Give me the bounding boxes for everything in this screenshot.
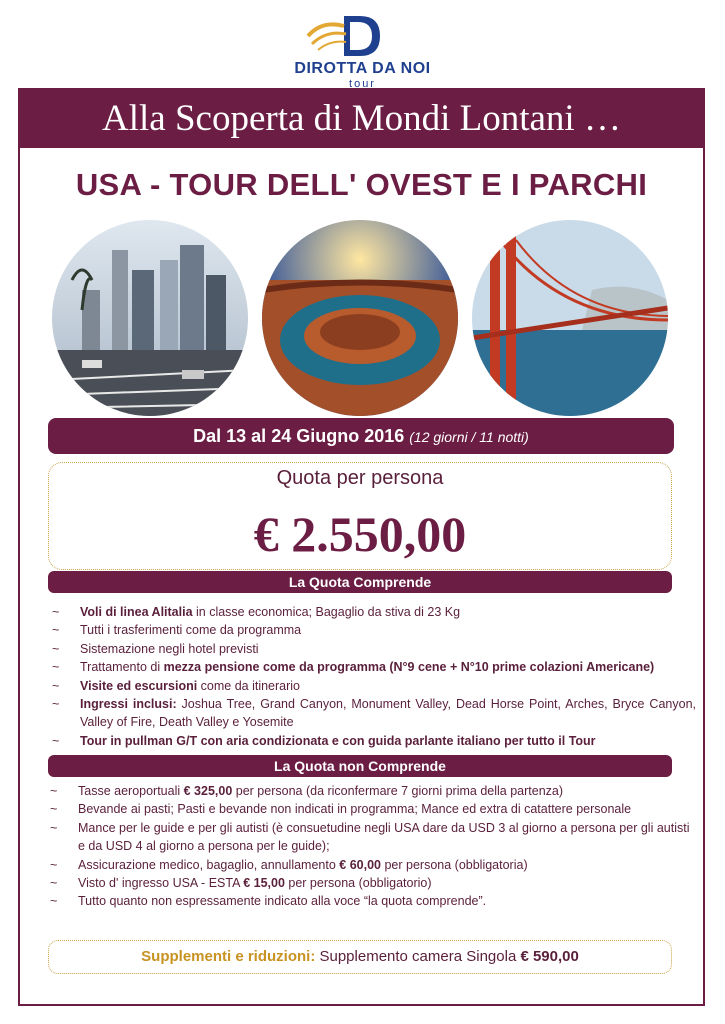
item-bold: Voli di linea Alitalia (80, 605, 193, 619)
item-text: Sistemazione negli hotel previsti (80, 641, 259, 656)
supplements-text: Supplemento camera Singola (315, 948, 521, 965)
item-text: in classe economica; Bagaglio da stiva di 23 Kg (192, 605, 461, 619)
date-range: Dal 13 al 24 Giugno 2016 (193, 426, 410, 446)
list-item (50, 856, 694, 874)
tilde-bullet-icon: ~ (52, 641, 60, 656)
item-text: Assicurazione medico, bagaglio, annullamento (78, 857, 340, 872)
excluded-heading: La Quota non Comprende (48, 755, 672, 777)
tilde-bullet-icon: ~ (52, 623, 60, 638)
company-logo (300, 14, 382, 58)
tilde-bullet-icon: ~ (52, 697, 60, 712)
excluded-list (50, 782, 694, 911)
list-item (52, 621, 696, 639)
item-bold: mezza pensione come da programma (N°9 cene + N°10 prime colazioni Americane) (163, 660, 655, 675)
item-bold: Visite ed escursioni (80, 678, 198, 693)
list-item (52, 640, 696, 658)
item-text: per persona (obbligatoria) (381, 857, 528, 872)
tilde-bullet-icon: ~ (50, 820, 58, 835)
header-banner: Alla Scoperta di Mondi Lontani … (20, 90, 703, 148)
list-item (50, 800, 694, 818)
item-text: Mance per le guide e per gli autisti (è consuetudine negli USA dare da USD 3 al giorno a persona per gli autisti e da USD 4 al giorno a persona per le guide); (78, 820, 690, 854)
item-text: Bevande ai pasti; Pasti e bevande non indicati in programma; Mance ed extra di catattere personale (78, 802, 632, 817)
tilde-bullet-icon: ~ (52, 605, 60, 619)
list-item (52, 677, 696, 695)
tilde-bullet-icon: ~ (52, 678, 60, 693)
list-item (50, 874, 694, 892)
price-value: € 2.550,00 (253, 506, 467, 562)
price-label: Quota per persona (276, 467, 444, 489)
item-bold: Ingressi inclusi: (80, 697, 177, 712)
logo-subtitle: tour (349, 78, 376, 90)
item-bold: € 60,00 (339, 857, 381, 872)
tilde-bullet-icon: ~ (50, 876, 58, 891)
golden-gate-bridge-photo (472, 220, 668, 416)
supplements-label: Supplementi e riduzioni: (141, 948, 316, 965)
tilde-bullet-icon: ~ (50, 784, 58, 798)
tilde-bullet-icon: ~ (50, 857, 58, 872)
list-item (50, 892, 694, 910)
item-text: Tasse aeroportuali (78, 784, 184, 798)
list-item (50, 782, 694, 800)
item-bold: € 15,00 (243, 876, 285, 891)
item-text: Tutto quanto non espressamente indicato alla voce “la quota comprende”. (78, 894, 487, 909)
list-item (50, 819, 694, 856)
city-skyline-photo (52, 220, 248, 416)
tour-title: USA - TOUR DELL' OVEST E I PARCHI (75, 167, 648, 202)
list-item (52, 695, 696, 732)
item-text: Trattamento di (80, 660, 164, 675)
item-bold: Tour in pullman G/T con aria condizionata e con guida parlante italiano per tutto il Tour (80, 733, 596, 748)
supplements-amount: € 590,00 (520, 948, 579, 965)
tilde-bullet-icon: ~ (50, 894, 58, 909)
item-text: Visto d' ingresso USA - ESTA (78, 876, 244, 891)
item-text: Joshua Tree, Grand Canyon, Monument Valley, Dead Horse Point, Arches, Bryce Canyon, Valley of Fire, Death Valley e Yosemite (80, 697, 696, 730)
item-text: Tutti i trasferimenti come da programma (80, 623, 302, 638)
list-item (52, 603, 696, 621)
tilde-bullet-icon: ~ (52, 660, 60, 675)
item-text: per persona (obbligatorio) (284, 876, 432, 891)
tilde-bullet-icon: ~ (50, 802, 58, 817)
supplements-line (48, 940, 672, 974)
included-heading: La Quota Comprende (48, 571, 672, 593)
item-text: per persona (da riconfermare 7 giorni prima della partenza) (232, 784, 564, 798)
date-bar (48, 418, 674, 454)
list-item (52, 732, 696, 750)
list-item (52, 658, 696, 676)
horseshoe-bend-photo (262, 220, 458, 416)
tilde-bullet-icon: ~ (52, 733, 60, 748)
item-text: come da itinerario (197, 678, 301, 693)
logo-name: DIROTTA DA NOI (294, 60, 431, 77)
included-list (52, 603, 696, 750)
duration-note: (12 giorni / 11 notti) (409, 429, 529, 445)
item-bold: € 325,00 (183, 784, 233, 798)
